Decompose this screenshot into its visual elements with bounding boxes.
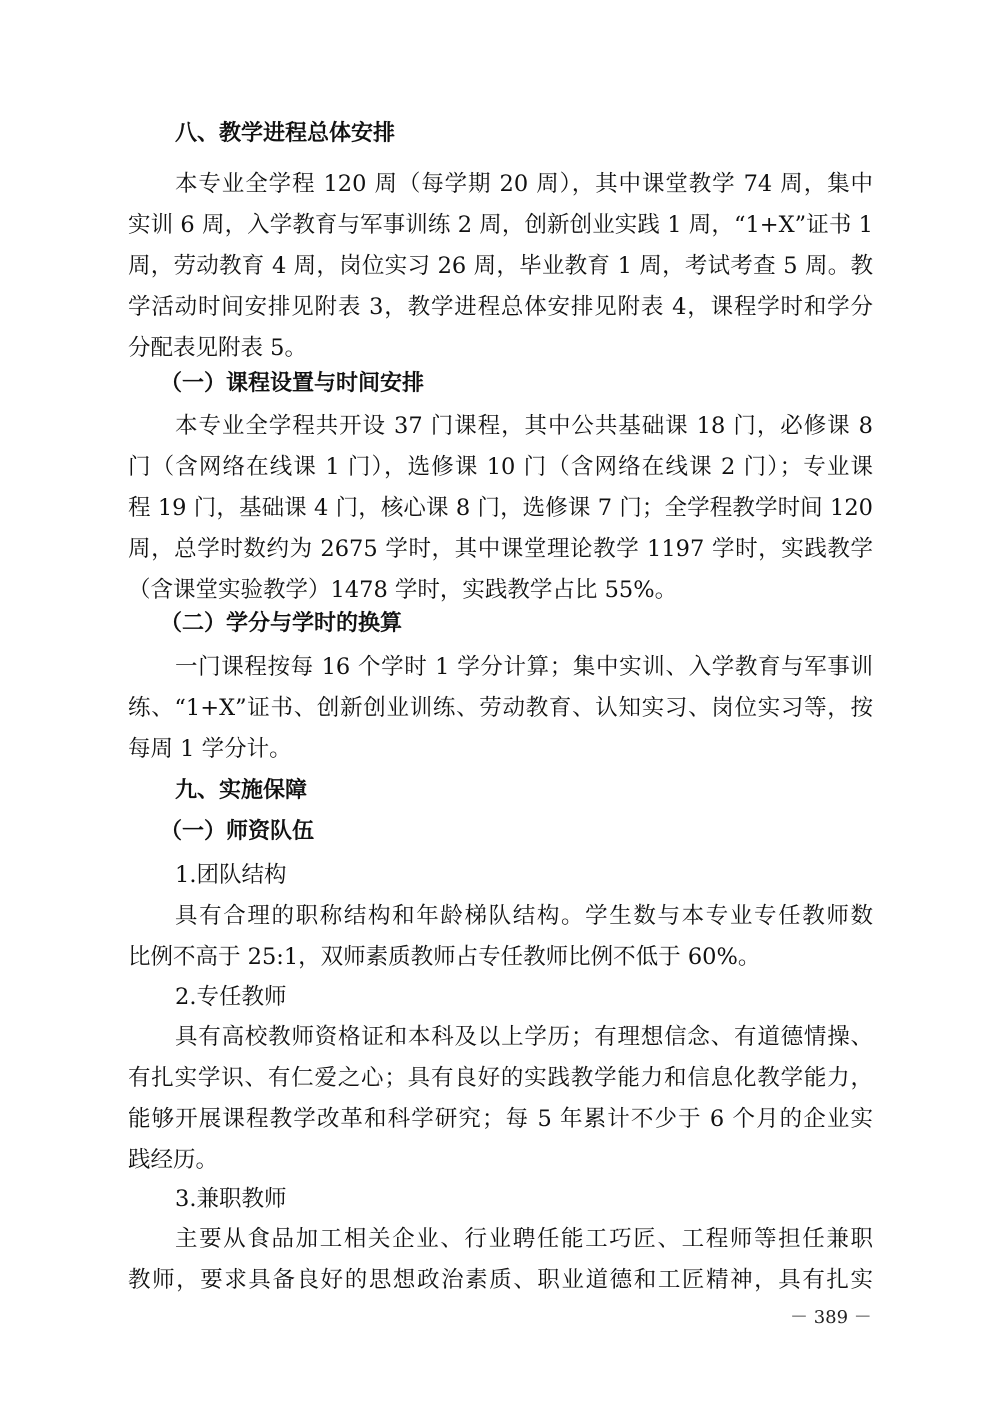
course-setting-paragraph-line: 门（含网络在线课 1 门），选修课 10 门（含网络在线课 2 门）；专业课 — [128, 454, 873, 480]
section-8-paragraph-line: 学活动时间安排见附表 3，教学进程总体安排见附表 4，课程学时和学分 — [128, 294, 873, 320]
full-time-teachers-paragraph-line: 有扎实学识、有仁爱之心；具有良好的实践教学能力和信息化教学能力， — [128, 1065, 873, 1091]
section-8-paragraph-line: 实训 6 周，入学教育与军事训练 2 周，创新创业实践 1 周，“1+X”证书 1 — [128, 212, 873, 238]
credit-conversion-paragraph-line: 一门课程按每 16 个学时 1 学分计算；集中实训、入学教育与军事训 — [175, 654, 873, 680]
subsection-credit-conversion-heading: （二）学分与学时的换算 — [160, 611, 403, 636]
section-8-heading: 八、教学进程总体安排 — [175, 121, 396, 146]
full-time-teachers-paragraph-line: 践经历。 — [128, 1147, 219, 1173]
team-structure-paragraph-line: 比例不高于 25:1，双师素质教师占专任教师比例不低于 60%。 — [128, 944, 761, 970]
credit-conversion-paragraph-line: 练、“1+X”证书、创新创业训练、劳动教育、认知实习、岗位实习等，按 — [128, 695, 873, 721]
part-time-teachers-paragraph-line: 教师，要求具备良好的思想政治素质、职业道德和工匠精神，具有扎实 — [128, 1267, 873, 1293]
course-setting-paragraph-line: 周，总学时数约为 2675 学时，其中课堂理论教学 1197 学时，实践教学 — [128, 536, 873, 562]
course-setting-paragraph-line: （含课堂实验教学）1478 学时，实践教学占比 55%。 — [128, 577, 678, 603]
team-structure-paragraph-line: 具有合理的职称结构和年龄梯队结构。学生数与本专业专任教师数 — [175, 903, 873, 929]
full-time-teachers-paragraph-line: 能够开展课程教学改革和科学研究；每 5 年累计不少于 6 个月的企业实 — [128, 1106, 873, 1132]
team-structure-heading: 1.团队结构 — [175, 862, 287, 888]
course-setting-paragraph-line: 程 19 门，基础课 4 门，核心课 8 门，选修课 7 门；全学程教学时间 120 — [128, 495, 873, 521]
full-time-teachers-paragraph-line: 具有高校教师资格证和本科及以上学历；有理想信念、有道德情操、 — [175, 1024, 873, 1050]
part-time-teachers-heading: 3.兼职教师 — [175, 1186, 287, 1212]
credit-conversion-paragraph-line: 每周 1 学分计。 — [128, 736, 292, 762]
page-number: － 389 － — [790, 1307, 872, 1328]
section-8-paragraph-line: 周，劳动教育 4 周，岗位实习 26 周，毕业教育 1 周，考试考查 5 周。教 — [128, 253, 873, 279]
section-8-paragraph-line: 本专业全学程 120 周（每学期 20 周），其中课堂教学 74 周，集中 — [175, 171, 873, 197]
full-time-teachers-heading: 2.专任教师 — [175, 984, 287, 1010]
part-time-teachers-paragraph-line: 主要从食品加工相关企业、行业聘任能工巧匠、工程师等担任兼职 — [175, 1226, 873, 1252]
subsection-faculty-heading: （一）师资队伍 — [160, 819, 315, 844]
section-9-heading: 九、实施保障 — [175, 778, 308, 803]
section-8-paragraph-line: 分配表见附表 5。 — [128, 335, 307, 361]
course-setting-paragraph-line: 本专业全学程共开设 37 门课程，其中公共基础课 18 门，必修课 8 — [175, 413, 873, 439]
subsection-course-setting-heading: （一）课程设置与时间安排 — [160, 371, 425, 396]
